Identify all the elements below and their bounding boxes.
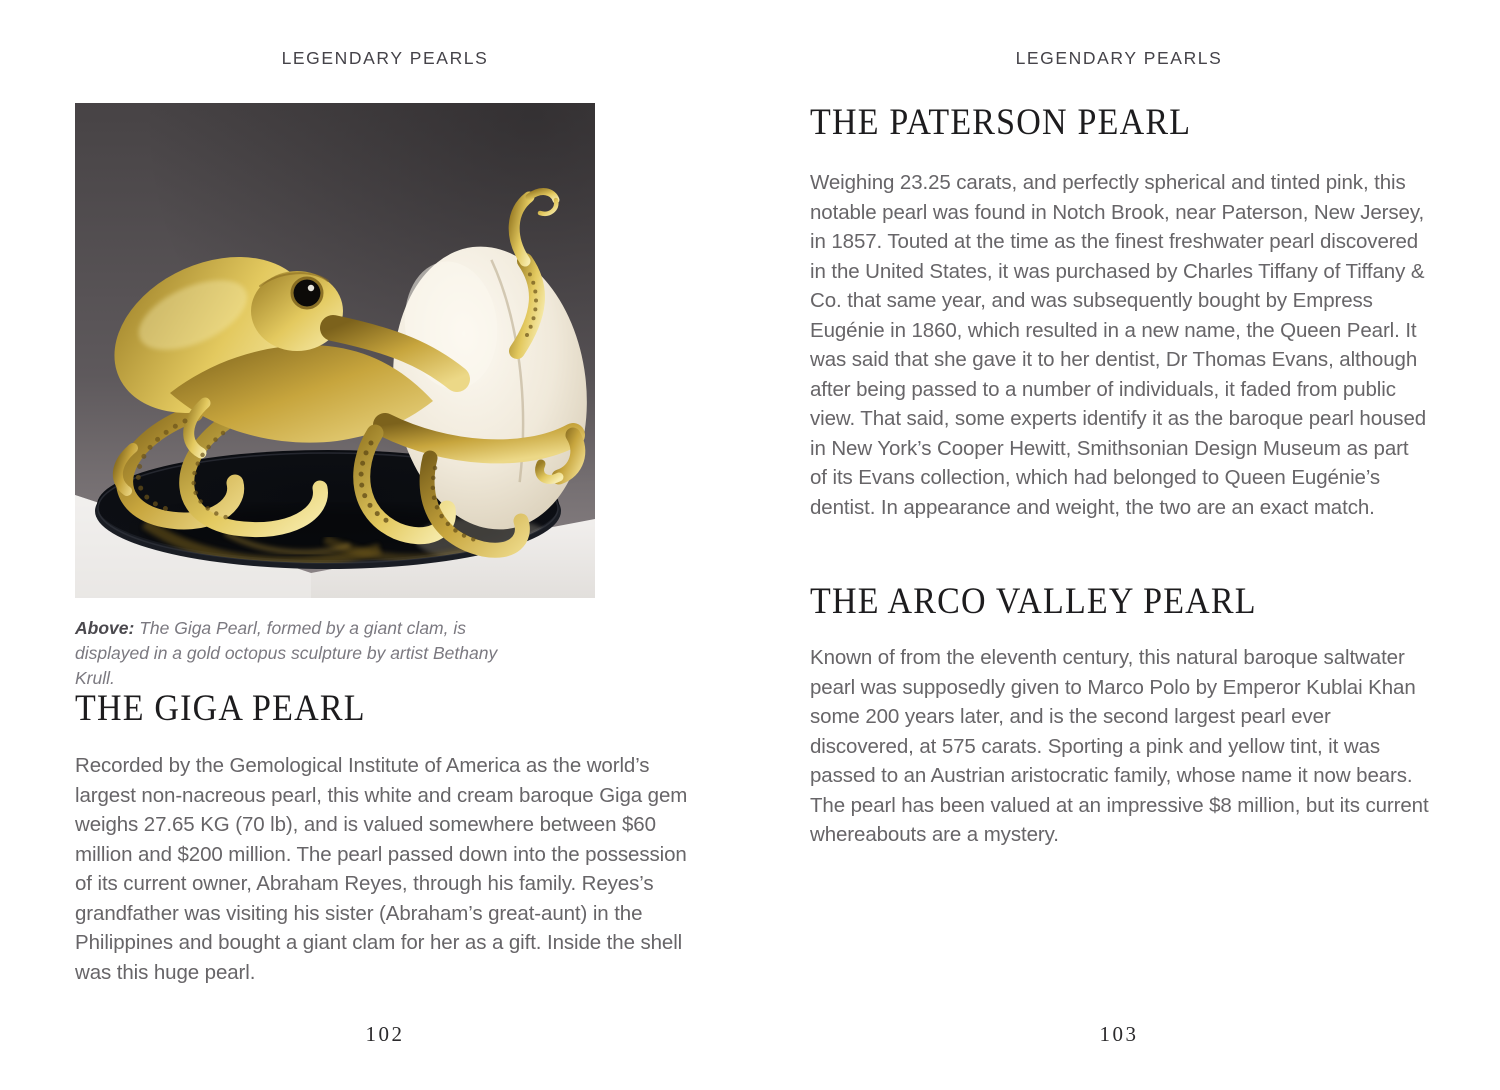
section-body-giga-pearl: Recorded by the Gemological Institute of America as the world’s largest non-nacreous pearl, this white and cream baroque Giga gem weighs 27.65 KG (70 lb), and is valued somewhere between $60 million and $200 million. The pearl passed down into the possession of its current owner, Abraham Reyes, through his family. Reyes’s grandfather was visiting his sister (Abraham’s great-aunt) in the Philippines and bought a giant clam for her as a gift. Inside the shell was this huge pearl.: [75, 754, 688, 984]
running-head-right: LEGENDARY PEARLS: [1015, 48, 1223, 68]
octopus-sculpture-illustration: [75, 103, 595, 598]
caption-text: The Giga Pearl, formed by a giant clam, is displayed in a gold octopus sculpture by artist Bethany Krull.: [75, 618, 498, 688]
running-head-left: LEGENDARY PEARLS: [281, 48, 489, 68]
section-title-giga-pearl: THE GIGA PEARL: [75, 688, 366, 729]
page-number-left: 102: [365, 1022, 405, 1046]
page-number-right: 103: [1099, 1022, 1139, 1046]
photo-caption: [75, 616, 527, 691]
section-body-paterson-pearl: Weighing 23.25 carats, and perfectly spherical and tinted pink, this notable pearl was found in Notch Brook, near Paterson, New Jersey, in 1857. Touted at the time as the finest freshwater pearl discovered in the United States, it was purchased by Charles Tiffany of Tiffany & Co. that same year, and was subsequently bought by Empress Eugénie in 1860, which resulted in a new name, the Queen Pearl. It was said that she gave it to her dentist, Dr Thomas Evans, although after being passed to a number of individuals, it faded from public view. That said, some experts identify it as the baroque pearl housed in New York’s Cooper Hewitt, Smithsonian Design Museum as part of its Evans collection, which had belonged to Queen Eugénie’s dentist. In appearance and weight, the two are an exact match.: [810, 171, 1427, 519]
caption-label: Above:: [75, 618, 135, 638]
section-title-arco-valley-pearl: THE ARCO VALLEY PEARL: [810, 581, 1257, 622]
section-body-arco-valley-pearl: Known of from the eleventh century, this natural baroque saltwater pearl was supposedly given to Marco Polo by Emperor Kublai Khan some 200 years later, and is the second largest pearl ever discovered, at 575 carats. Sporting a pink and yellow tint, it was passed to an Austrian aristocratic family, whose name it now bears. The pearl has been valued at an impressive $8 million, but its current whereabouts are a mystery.: [810, 646, 1429, 846]
section-title-paterson-pearl: THE PATERSON PEARL: [810, 102, 1192, 143]
giga-pearl-photo: [75, 103, 595, 598]
page-right: [750, 0, 1500, 1090]
